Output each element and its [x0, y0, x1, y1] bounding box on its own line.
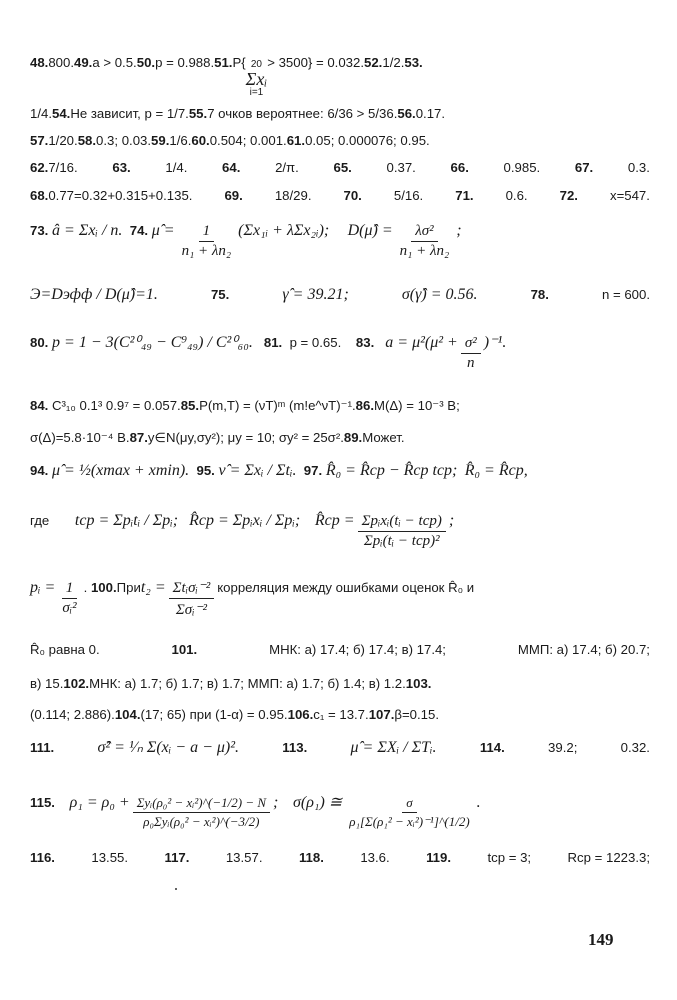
- line-87-89: σ(Δ)=5.8·10⁻⁴ В. 87. y∈N(μy,σy²); μy = 10; σy² = 25σ². 89. Может.: [30, 430, 405, 445]
- fraction-83: $\frac{\text{σ²}}{n}$: [461, 335, 481, 372]
- line-104-107: (0.114; 2.886). 104. (17; 65) при (1-α) = 0.95. 106. c₁ = 13.7. 107. β=0.15.: [30, 707, 439, 722]
- fraction-rho1: $\frac{\text{Σyᵢ(ρ₀² − xᵢ²)\textasciicircum{}(−1/2) − N}}{\text{ρ₀Σyᵢ(ρ₀² − xᵢ²)\textasciicircum{}(−3/2)}}$: [133, 795, 270, 830]
- speck: [175, 888, 177, 890]
- line-84-86: 84. C³₁₀ 0.1³ 0.9⁷ = 0.057. 85. P(m,T) = (νT)ᵐ (m!e^νT)⁻¹. 86. M(Δ) = 10⁻³ В;: [30, 398, 460, 413]
- line-48-53: 48. 800. 49. a > 0.5. 50. p = 0.988. 51. P{ 20 Σxᵢ i=1 > 3500} = 0.032. 52. 1/2. 53.: [30, 55, 423, 98]
- sum-limits: 20 Σxᵢ i=1: [245, 59, 268, 98]
- fraction-rcp: $\frac{\text{Σpᵢxᵢ(tᵢ − tср)}}{\text{Σpᵢ(tᵢ − tср)²}}$: [358, 513, 446, 550]
- line-100: pᵢ = $\frac{1}{\text{σᵢ²}}$ . 100. При t₂ = $\frac{\text{Σtᵢσᵢ⁻²}}{\text{Σσᵢ⁻²}}$ корреляция между ошибками оценок R̂₀ и: [30, 579, 475, 618]
- line-101: R̂₀ равна 0. 101. МНК: а) 17.4; б) 17.4; в) 17.4; ММП: а) 17.4; б) 20.7;: [30, 642, 650, 657]
- line-111-114: 111. σ̂² = ¹⁄ₙ Σ(xᵢ − a − μ)². 113. μ̂ = ΣXᵢ / ΣTᵢ. 114. 39.2; 0.32.: [30, 739, 650, 756]
- line-102-103: в) 15. 102. МНК: а) 1.7; б) 1.7; в) 1.7; ММП: а) 1.7; б) 1.4; в) 1.2. 103.: [30, 676, 432, 691]
- line-75-78: Э=Dэфф / D(μ̂)=1. 75. γ̂ = 39.21; σ(γ̂) = 0.56. 78. n = 600.: [30, 286, 650, 303]
- line-115: 115. ρ₁ = ρ₀ + $\frac{\text{Σyᵢ(ρ₀² − xᵢ²)\textasciicircum{}(−1/2) − N}}{\text{ρ₀Σyᵢ(ρ₀² − xᵢ²)\textasciicircum{}(−3/2)}}$ ; σ(ρ₁) ≅ $\frac{\sigma}{\text{ρ₁[Σ(ρ₁² − xᵢ²)⁻¹]\textasciicircum{}(1/2)}}$ .: [30, 794, 481, 829]
- line-116-119: 116. 13.55. 117. 13.57. 118. 13.6. 119. tср = 3; Rср = 1223.3;: [30, 850, 650, 865]
- fraction-pi: $\frac{1}{\text{σᵢ²}}$: [62, 580, 77, 616]
- fraction-74a: $\frac{1}{\text{n₁ + λn₂}}$: [181, 223, 232, 259]
- line-80-83: 80. p = 1 − 3(C²⁰₄₉ − C⁹₄₉) / C²⁰₆₀. 81. p = 0.65. 83. a = μ²(μ² + $\frac{\text{σ²}}{n}$ )⁻¹.: [30, 334, 507, 371]
- line-54-56: 1/4. 54. Не зависит, p = 1/7. 55. 7 очков вероятнее: 6/36 > 5/36. 56. 0.17.: [30, 106, 446, 121]
- line-73-74: 73. â = Σxᵢ / n. 74. μ̂ = $\frac{1}{\text{n₁ + λn₂}}$ (Σx₁ᵢ + λΣx₂ᵢ); D(μ̂) = $\frac{\text{λσ²}}{\text{n₁ + λn₂}}$ ;: [30, 222, 462, 259]
- fraction-t2: $\frac{\text{Σtᵢσᵢ⁻²}}{\text{Σσᵢ⁻²}}$: [169, 578, 215, 619]
- page-number: 149: [588, 930, 614, 949]
- line-62-67: 62.7/16. 63. 1/4. 64. 2/π. 65. 0.37. 66. 0.985. 67. 0.3.: [30, 160, 650, 175]
- fraction-sigma-rho: $\frac{\sigma}{\text{ρ₁[Σ(ρ₁² − xᵢ²)⁻¹]\textasciicircum{}(1/2)}}$: [349, 795, 470, 829]
- line-where: где tср = Σpᵢtᵢ / Σpᵢ; R̂ср = Σpᵢxᵢ / Σpᵢ; R̂ср = $\frac{\text{Σpᵢxᵢ(tᵢ − tср)}}{\text{Σpᵢ(tᵢ − tср)²}}$ ;: [30, 512, 455, 549]
- line-57-61: 57. 1/20. 58. 0.3; 0.03. 59. 1/6. 60. 0.504; 0.001. 61. 0.05; 0.000076; 0.95.: [30, 133, 430, 148]
- line-94-97: 94. μ̂ = ½(xmax + xmin). 95. ν̂ = Σxᵢ / Σtᵢ. 97. R̂₀ = R̂ср − R̂ср tср; R̂₀ = R̂ср,: [30, 462, 528, 479]
- line-68-72: 68.0.77=0.32+0.315+0.135. 69. 18/29. 70. 5/16. 71. 0.6. 72. x=547.: [30, 188, 650, 203]
- fraction-74b: $\frac{\text{λσ²}}{\text{n₁ + λn₂}}$: [399, 223, 450, 259]
